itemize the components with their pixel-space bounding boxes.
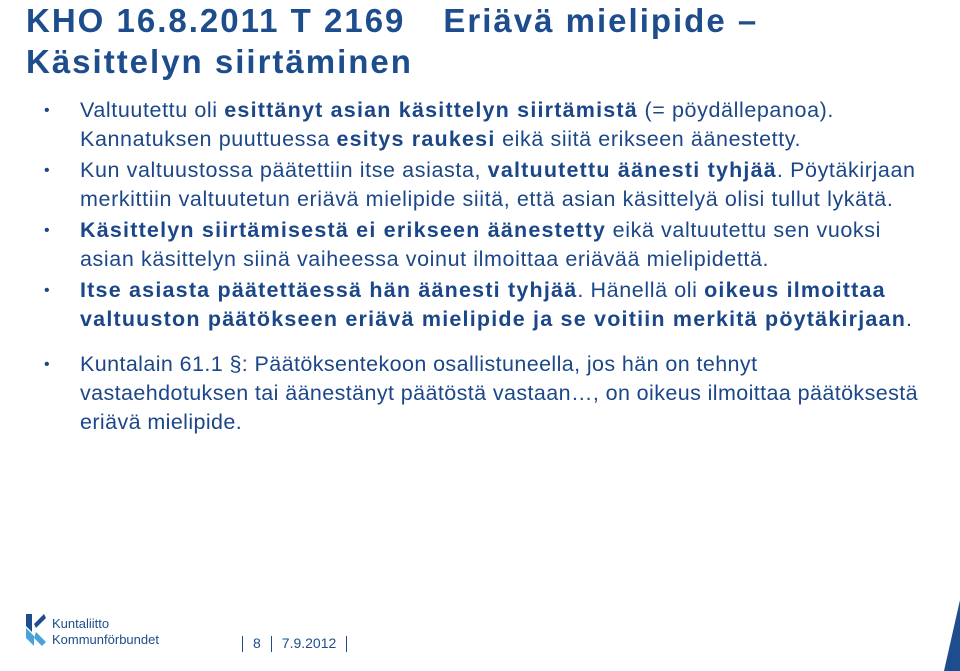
bullet-dot-icon: • [44,222,51,239]
slide-title-part2: Eriävä mielipide – [443,2,759,39]
logo-text [52,616,159,648]
bullet-seg-bold: Itse asiasta päätettäessä hän äänesti tyhjää [80,278,578,302]
bullet-seg-bold: oikeus ilmoittaa valtuuston päätökseen eriävä mielipide ja se voitiin merkitä pöytäkirjaan [80,278,907,331]
bullet-seg-bold: esitys raukesi [336,127,496,151]
bullet-seg: Valtuutettu oli [80,98,225,122]
bullet-item [40,156,920,214]
bullet-dot-icon: • [44,282,51,299]
bullet-item [40,96,920,154]
bullet-item [40,276,920,334]
bullet-list [40,96,920,437]
logo-line1: Kuntaliitto [52,616,110,631]
bullet-dot-icon: • [44,102,51,119]
page-number: 8 [253,635,261,651]
kuntaliitto-logo-icon [24,612,48,648]
slide-title-part1: KHO 16.8.2011 T 2169 [26,2,406,39]
bullet-seg: eikä valtuutettu sen vuoksi asian käsittelyn siinä vaiheessa voinut ilmoittaa eriävää mielipidettä. [80,218,882,271]
logo-line2: Kommunförbundet [52,632,159,647]
bullet-seg-bold: valtuutettu äänesti tyhjää [487,158,777,182]
bullet-seg: eikä siitä erikseen äänestetty. [495,127,802,151]
bullet-item [40,216,920,274]
divider [346,636,347,652]
corner-decoration-icon [930,600,960,671]
bullet-seg-bold: esittänyt asian käsittelyn siirtämistä [224,98,638,122]
bullet-dot-icon: • [44,356,51,373]
bullet-seg: . Hänellä oli [577,278,705,302]
slide-title [26,0,946,82]
bullet-seg-bold: Käsittelyn siirtämisestä ei erikseen äänestetty [80,218,607,242]
bullet-item [40,350,920,437]
slide-title-line2: Käsittelyn siirtäminen [26,43,413,80]
kuntaliitto-logo [24,610,204,652]
bullet-seg: Kun valtuustossa päätettiin itse asiasta, [80,158,488,182]
divider [271,636,272,652]
bullet-seg: . [906,307,913,331]
slide-date: 7.9.2012 [281,635,337,651]
bullet-dot-icon: • [44,162,51,179]
bullet-seg: Kuntalain 61.1 §: Päätöksentekoon osallistuneella, jos hän on tehnyt vastaehdotuksen tai äänestänyt päätöstä vastaan…, on oikeus ilmoittaa päätöksestä eriävä mielipide. [80,352,918,434]
slide-footer [0,600,960,671]
slide-body [40,96,920,437]
bullet-seg: (= pöydällepanoa). Kannatuksen puuttuessa [80,98,834,151]
bullet-seg: . Pöytäkirjaan merkittiin valtuutetun eriävä mielipide siitä, että asian käsittelyä olisi tullut lykätä. [80,158,916,211]
divider [242,636,243,652]
page-info [232,635,357,652]
